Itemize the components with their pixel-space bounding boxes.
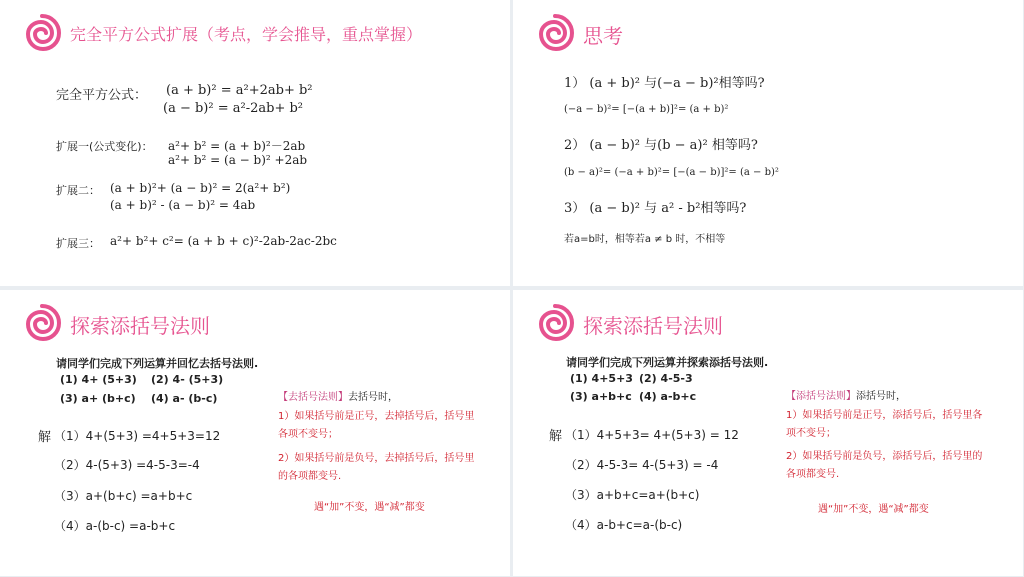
solution-line: （1）4+5+3= 4+(5+3) = 12 <box>565 428 739 442</box>
solution-line: （2）4-5-3= 4-(5+3) = -4 <box>565 458 719 472</box>
solution-prefix: 解 <box>38 430 52 445</box>
rule-item: 1）如果括号前是正号，添括号后，括号里各项不变号； <box>786 410 983 439</box>
exercise: (3) a+b+c <box>570 390 632 403</box>
formula-line: a²+ b² = (a − b)² +2ab <box>168 153 308 167</box>
slide-remove-brackets <box>0 290 510 576</box>
solution-prefix: 解 <box>549 429 563 444</box>
rule-item: 2）如果括号前是负号，去掉括号后，括号里的各项都变号. <box>278 453 475 482</box>
answer-3: 若a=b时，相等若a ≠ b 时，不相等 <box>564 234 726 245</box>
rule-tag: 【去括号法则】 <box>278 392 348 403</box>
rule-heading <box>278 388 398 403</box>
formula-label: 完全平方公式： <box>56 88 148 103</box>
slide-title: 探索添括号法则 <box>583 314 723 338</box>
formula-line: a²+ b² = (a + b)²－2ab <box>168 139 306 153</box>
instruction: 请同学们完成下列运算并回忆去括号法则. <box>56 357 259 370</box>
rule-motto: 遇“加”不变，遇“减”都变 <box>818 504 929 515</box>
slide-title: 探索添括号法则 <box>70 314 210 338</box>
formula-line: (a − b)² = a²-2ab+ b² <box>163 101 303 116</box>
question-3: 3） (a − b)² 与 a² - b²相等吗? <box>564 201 747 216</box>
swirl-logo-icon <box>22 302 62 342</box>
question-2: 2） (a − b)² 与(b − a)² 相等吗? <box>564 138 758 153</box>
ext3-label: 扩展三： <box>56 237 100 250</box>
rule-item: 2）如果括号前是负号，添括号后，括号里的各项都变号. <box>786 451 983 480</box>
rule-heading <box>786 387 906 402</box>
solution-line: （3）a+(b+c) =a+b+c <box>54 489 193 503</box>
exercise: (4) a- (b-c) <box>151 392 218 405</box>
swirl-logo-icon <box>535 302 575 342</box>
exercise: (1) 4+5+3 <box>570 372 633 385</box>
solution-line: （2）4-(5+3) =4-5-3=-4 <box>54 458 200 472</box>
question-1: 1） (a + b)² 与(−a − b)²相等吗? <box>564 76 765 91</box>
swirl-logo-icon <box>535 12 575 52</box>
formula-line: a²+ b²+ c²= (a + b + c)²-2ab-2ac-2bc <box>110 234 337 248</box>
exercise: (2) 4-5-3 <box>639 372 693 385</box>
rule-item: 1）如果括号前是正号，去掉括号后，括号里各项不变号； <box>278 411 475 440</box>
exercise: (2) 4- (5+3) <box>151 373 224 386</box>
formula-line: (a + b)²+ (a − b)² = 2(a²+ b²) <box>110 181 291 195</box>
answer-2: (b − a)²= (−a + b)²= [−(a − b)]²= (a − b)² <box>564 167 779 178</box>
solution-line: （1）4+(5+3) =4+5+3=12 <box>54 429 221 443</box>
ext2-label: 扩展二： <box>56 184 100 197</box>
ext1-label: 扩展一(公式变化)： <box>56 140 153 153</box>
swirl-logo-icon <box>22 12 62 52</box>
formula-line: (a + b)² = a²+2ab+ b² <box>166 83 313 98</box>
solution-line: （4）a-(b-c) =a-b+c <box>54 519 176 533</box>
exercise: (1) 4+ (5+3) <box>60 373 137 386</box>
answer-1: (−a − b)²= [−(a + b)]²= (a + b)² <box>564 104 729 115</box>
exercise: (4) a-b+c <box>639 390 697 403</box>
instruction: 请同学们完成下列运算并探索添括号法则. <box>566 356 769 369</box>
slide-think <box>513 0 1023 286</box>
solution-line: （3）a+b+c=a+(b+c) <box>565 488 700 502</box>
rule-intro: 添括号时， <box>856 391 906 402</box>
solution-line: （4）a-b+c=a-(b-c) <box>565 518 683 532</box>
slide-title: 完全平方公式扩展（考点，学会推导，重点掌握） <box>70 25 423 44</box>
rule-motto: 遇“加”不变，遇“减”都变 <box>314 502 425 513</box>
slide-formula-extension <box>0 0 510 286</box>
slide-add-brackets <box>513 290 1023 576</box>
rule-tag: 【添括号法则】 <box>786 391 856 402</box>
formula-line: (a + b)² - (a − b)² = 4ab <box>110 198 256 212</box>
rule-intro: 去括号时， <box>348 392 398 403</box>
exercise: (3) a+ (b+c) <box>60 392 136 405</box>
slide-title: 思考 <box>583 24 623 48</box>
